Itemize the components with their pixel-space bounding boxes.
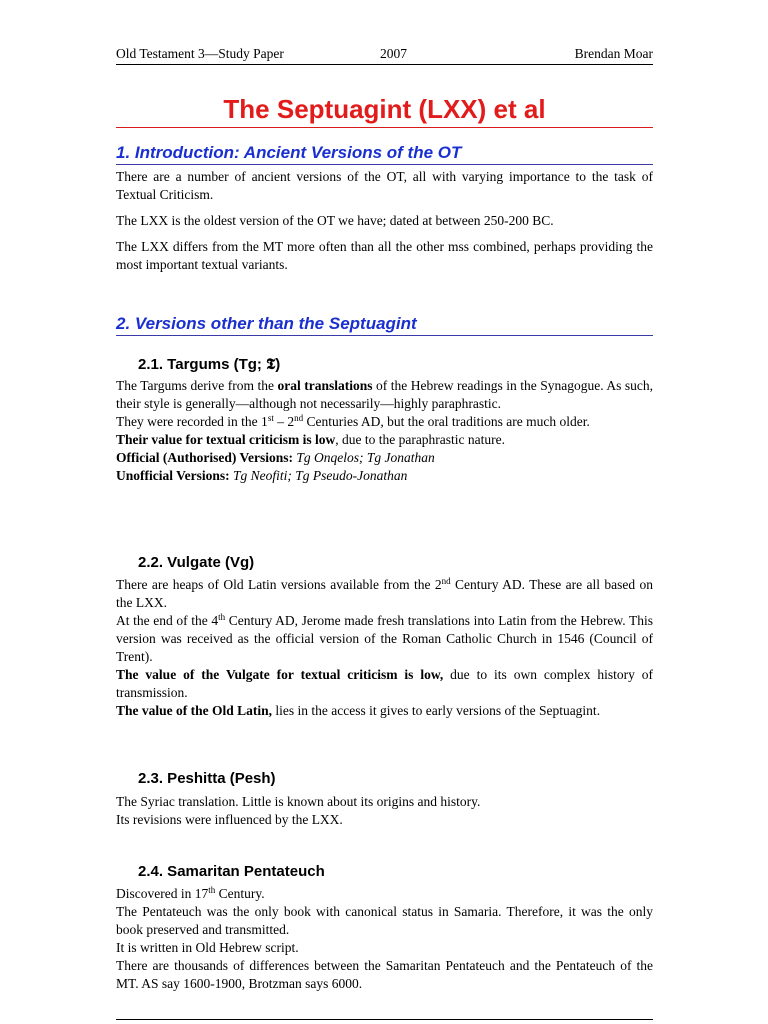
superscript: th: [218, 612, 226, 622]
paragraph: [116, 612, 653, 666]
paragraph: [116, 413, 653, 431]
heading-text: 2.1. Targums (Tg;: [138, 356, 267, 373]
vulgate-body: [116, 576, 653, 720]
text-run: of the Hebrew readings in the Synagogue. As such, their style is generally—although not necessarily—highly paraphrastic.: [116, 378, 653, 411]
header-course-title: Old Testament 3—Study Paper: [116, 46, 284, 61]
bold-run: oral translations: [277, 378, 373, 393]
superscript: st: [267, 413, 274, 423]
samaritan-body: [116, 885, 653, 993]
subsection-heading-peshitta: 2.3. Peshitta (Pesh): [138, 770, 276, 787]
text-run: Centuries AD, but the oral traditions are much older.: [303, 414, 590, 429]
section-heading-other-versions: 2. Versions other than the Septuagint: [116, 313, 653, 336]
text-run: At the end of the 4: [116, 613, 219, 628]
text-run: Century AD. These are all based on the LXX.: [116, 577, 653, 610]
running-header: [116, 44, 653, 65]
text-run: Century.: [215, 886, 265, 901]
paragraph: [116, 377, 653, 413]
text-run: Discovered in 17: [116, 886, 209, 901]
paragraph: Its revisions were influenced by the LXX.: [116, 812, 343, 827]
paragraph: [116, 666, 653, 702]
subsection-heading-targums: [138, 353, 280, 375]
paragraph: The Syriac translation. Little is known about its origins and history.: [116, 794, 481, 809]
paragraph: The LXX differs from the MT more often than all the other mss combined, perhaps providing the most important textual variants.: [116, 239, 653, 272]
paragraph: The Pentateuch was the only book with canonical status in Samaria. Therefore, it was the only book preserved and transmitted.: [116, 904, 653, 937]
bold-run: The value of the Vulgate for textual criticism is low,: [116, 667, 444, 682]
introduction-body: [116, 168, 653, 274]
paragraph: There are a number of ancient versions of the OT, all with varying importance to the task of Textual Criticism.: [116, 169, 653, 202]
bold-label: Unofficial Versions:: [116, 468, 230, 483]
footer-divider: [116, 1019, 653, 1020]
text-run: – 2: [273, 414, 295, 429]
text-run: They were recorded in the 1: [116, 414, 268, 429]
text-run: lies in the access it gives to early versions of the Septuagint.: [272, 703, 601, 718]
paragraph: [116, 431, 653, 449]
superscript: nd: [441, 576, 451, 586]
text-run: Century AD, Jerome made fresh translations into Latin from the Hebrew. This version was received as the official version of the Roman Catholic Church in 1546 (Council of Trent).: [116, 613, 653, 664]
text-run: due to its own complex history of transmission.: [116, 667, 654, 700]
superscript: th: [208, 885, 216, 895]
paragraph: The LXX is the oldest version of the OT we have; dated at between 250-200 BC.: [116, 213, 554, 228]
superscript: nd: [294, 413, 304, 423]
blackletter-t-icon: 𝕿: [266, 355, 276, 373]
text-run: There are heaps of Old Latin versions available from the 2: [116, 577, 442, 592]
paragraph: [116, 702, 653, 720]
subsection-heading-vulgate: 2.2. Vulgate (Vg): [138, 554, 255, 571]
header-year: 2007: [380, 46, 407, 61]
paragraph: It is written in Old Hebrew script.: [116, 940, 299, 955]
text-run: , due to the paraphrastic nature.: [335, 432, 506, 447]
italic-value: Tg Neofiti; Tg Pseudo-Jonathan: [229, 468, 408, 483]
paragraph: There are thousands of differences between the Samaritan Pentateuch and the Pentateuch of the MT. AS say 1600-1900, Brotzman says 6000.: [116, 958, 653, 991]
paragraph: [116, 467, 653, 485]
paragraph: [116, 576, 653, 612]
heading-text: ): [275, 356, 281, 373]
bold-run: Their value for textual criticism is low: [116, 432, 336, 447]
bold-label: Official (Authorised) Versions:: [116, 450, 293, 465]
targums-body: [116, 377, 653, 485]
subsection-heading-samaritan-pentateuch: 2.4. Samaritan Pentateuch: [138, 863, 325, 880]
bold-run: The value of the Old Latin,: [116, 703, 273, 718]
peshitta-body: [116, 793, 653, 829]
italic-value: Tg Onqelos; Tg Jonathan: [293, 450, 435, 465]
section-heading-introduction: 1. Introduction: Ancient Versions of the OT: [116, 142, 653, 165]
paragraph: [116, 449, 653, 467]
text-run: The Targums derive from the: [116, 378, 278, 393]
document-title: The Septuagint (LXX) et al: [116, 91, 653, 128]
paragraph: [116, 885, 653, 903]
header-author: Brendan Moar: [574, 46, 653, 61]
